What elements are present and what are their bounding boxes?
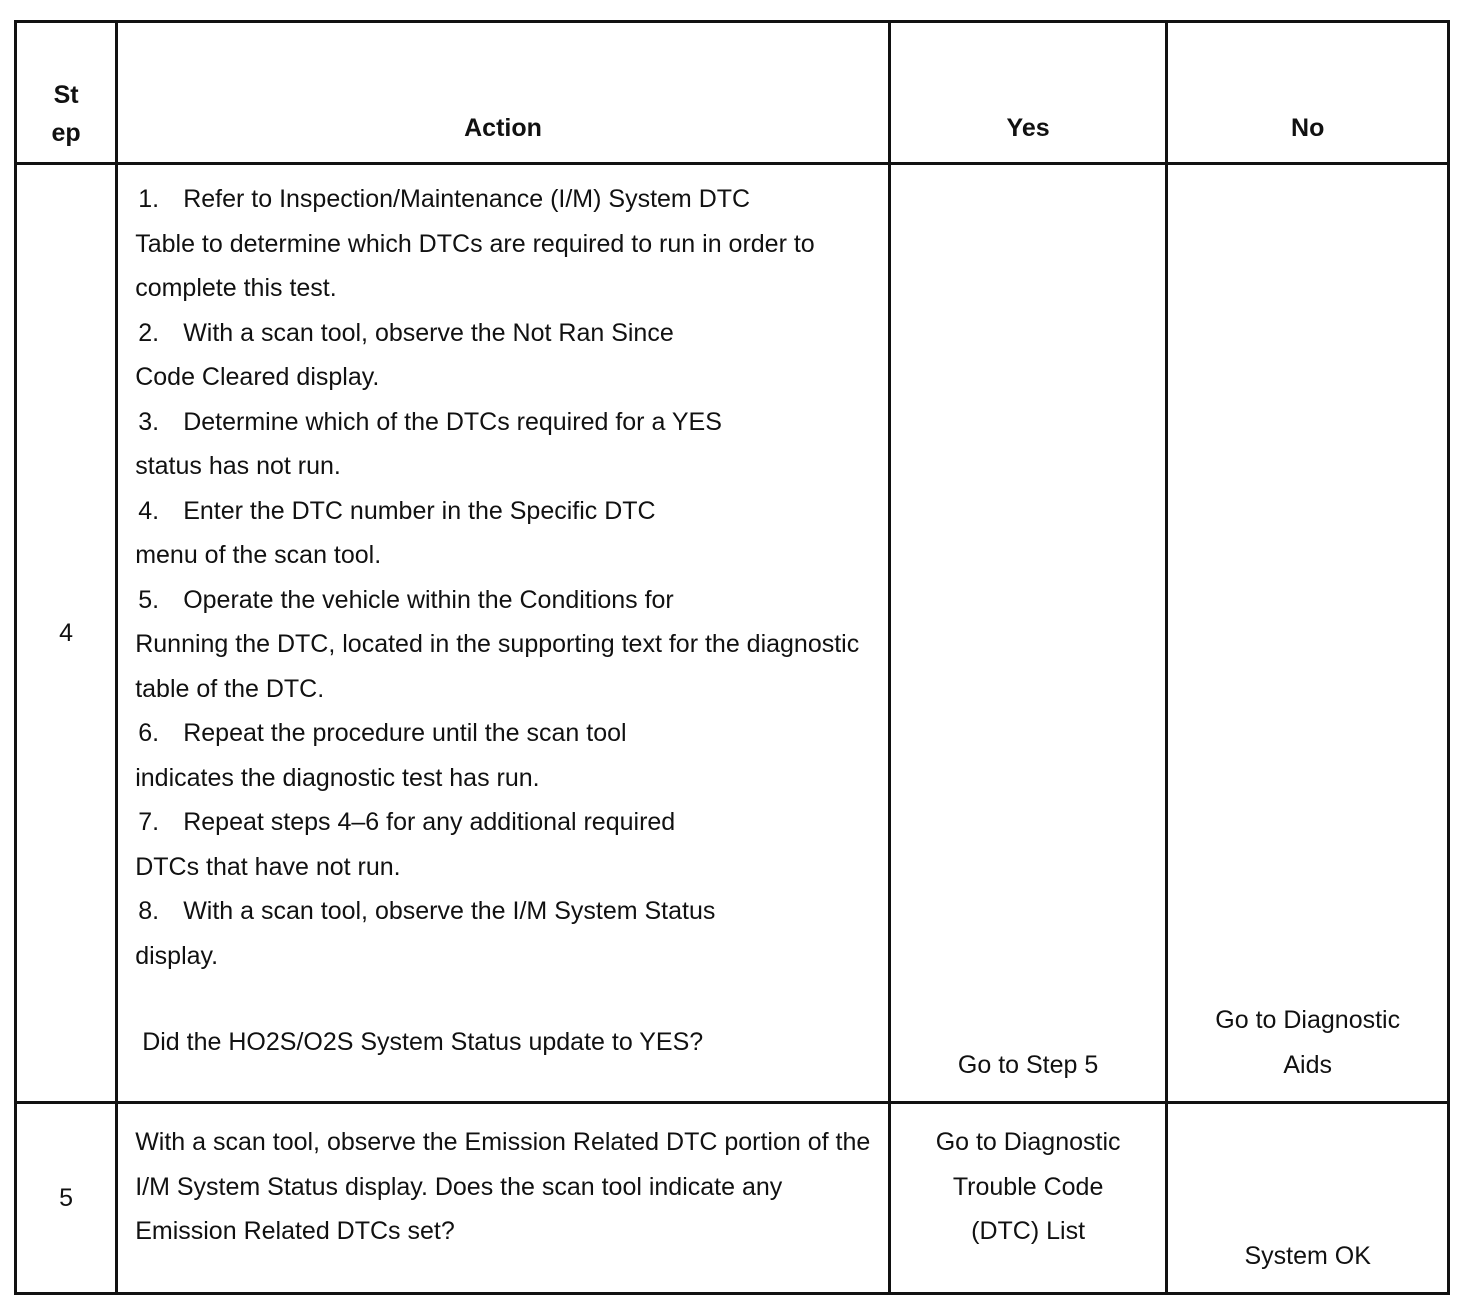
diagnostic-table-container bbox=[14, 20, 1450, 1295]
yes-cell bbox=[889, 1103, 1167, 1294]
header-step-line1: St bbox=[53, 81, 79, 109]
action-item-continuation: indicates the diagnostic test has run. bbox=[135, 763, 540, 792]
yes-result-line2: Trouble Code bbox=[952, 1172, 1104, 1201]
action-item-text: Operate the vehicle within the Conditions for bbox=[183, 585, 674, 614]
header-step bbox=[16, 22, 117, 164]
header-step-line2: ep bbox=[51, 119, 81, 147]
action-item-text: With a scan tool, observe the I/M System Status bbox=[183, 897, 716, 925]
action-question: Did the HO2S/O2S System Status update to YES? bbox=[142, 1028, 704, 1056]
action-item-continuation: DTCs that have not run. bbox=[135, 852, 401, 881]
action-item-6 bbox=[135, 711, 878, 800]
action-item-number: 3. bbox=[138, 407, 160, 436]
table-row-step-4 bbox=[16, 164, 1449, 1103]
action-item-number: 1. bbox=[138, 185, 160, 213]
action-item-3 bbox=[135, 400, 878, 489]
action-item-text: With a scan tool, observe the Not Ran Since bbox=[183, 318, 674, 347]
no-cell bbox=[1167, 1103, 1449, 1294]
table-header-row bbox=[16, 22, 1449, 164]
header-yes: Yes bbox=[889, 22, 1167, 164]
action-item-continuation: Running the DTC, located in the supporting text for the diagnostic table of the DTC. bbox=[135, 630, 860, 703]
diagnostic-table bbox=[14, 20, 1450, 1295]
action-item-text: Refer to Inspection/Maintenance (I/M) System DTC bbox=[183, 185, 751, 213]
no-result-text: System OK bbox=[1244, 1241, 1371, 1270]
action-item-number: 5. bbox=[138, 585, 160, 614]
action-item-5 bbox=[135, 578, 878, 712]
table-row-step-5 bbox=[16, 1103, 1449, 1294]
yes-result-text: Go to Step 5 bbox=[957, 1050, 1099, 1079]
no-cell bbox=[1167, 164, 1449, 1103]
action-cell bbox=[117, 1103, 890, 1294]
action-text: With a scan tool, observe the Emission Related DTC portion of the I/M System Status display. Does the scan tool indicate any Emission Related DTCs set? bbox=[135, 1128, 871, 1245]
action-item-1 bbox=[135, 177, 878, 311]
step-number: 5 bbox=[16, 1103, 117, 1294]
action-cell bbox=[117, 164, 890, 1103]
yes-result-line1: Go to Diagnostic bbox=[935, 1128, 1121, 1156]
no-result-line2: Aids bbox=[1283, 1050, 1333, 1079]
action-item-continuation: Table to determine which DTCs are required to run in order to complete this test. bbox=[135, 229, 815, 302]
action-item-number: 6. bbox=[138, 719, 160, 747]
action-item-number: 7. bbox=[138, 808, 160, 836]
action-item-continuation: Code Cleared display. bbox=[135, 363, 380, 391]
action-item-text: Enter the DTC number in the Specific DTC bbox=[183, 496, 656, 525]
action-item-continuation: menu of the scan tool. bbox=[135, 541, 382, 569]
action-item-4 bbox=[135, 489, 878, 578]
header-action: Action bbox=[117, 22, 890, 164]
header-no: No bbox=[1167, 22, 1449, 164]
action-item-8 bbox=[135, 889, 878, 978]
action-item-7 bbox=[135, 800, 878, 889]
step-number: 4 bbox=[16, 164, 117, 1103]
action-item-number: 8. bbox=[138, 897, 160, 925]
action-item-continuation: display. bbox=[135, 941, 219, 970]
yes-cell bbox=[889, 164, 1167, 1103]
action-item-continuation: status has not run. bbox=[135, 452, 341, 480]
action-item-2 bbox=[135, 311, 878, 400]
action-item-text: Repeat the procedure until the scan tool bbox=[183, 719, 627, 747]
action-item-text: Determine which of the DTCs required for a YES bbox=[183, 407, 722, 436]
action-item-number: 2. bbox=[138, 318, 160, 347]
action-item-number: 4. bbox=[138, 496, 160, 525]
action-item-text: Repeat steps 4–6 for any additional required bbox=[183, 808, 676, 836]
yes-result-line3: (DTC) List bbox=[971, 1217, 1086, 1245]
no-result-line1: Go to Diagnostic bbox=[1215, 1006, 1401, 1034]
